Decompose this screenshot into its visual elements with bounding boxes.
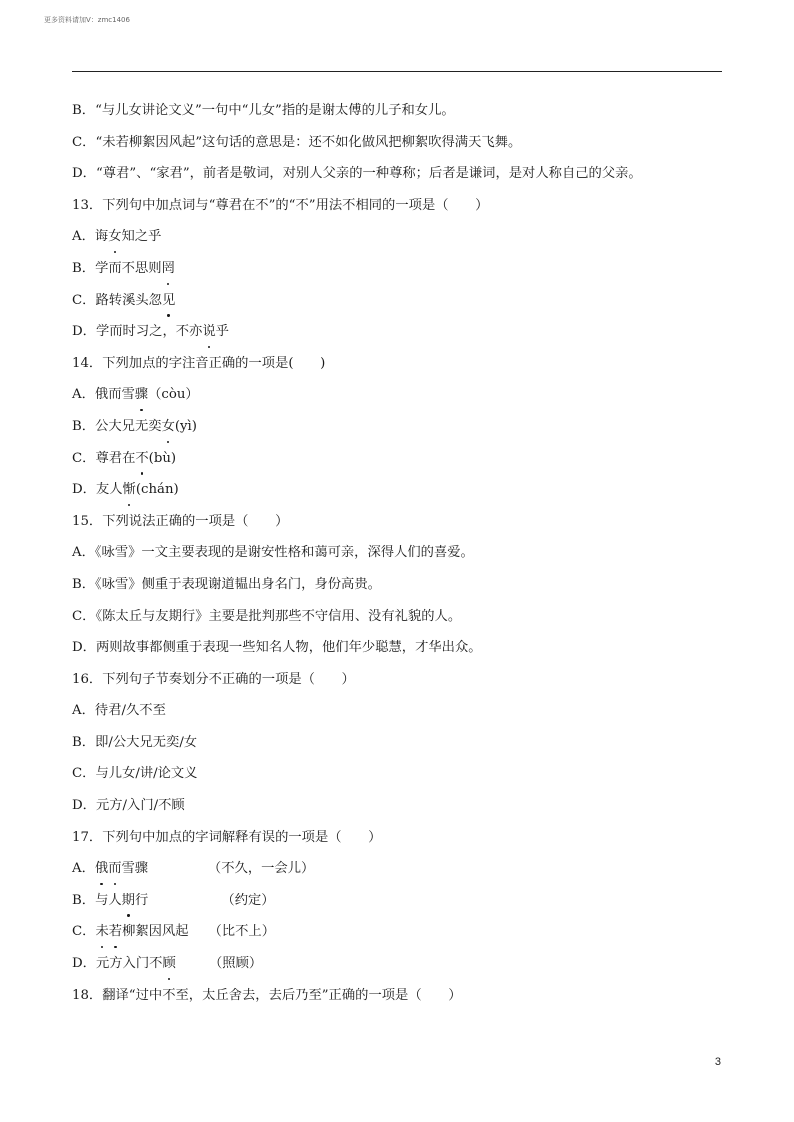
text-line (72, 540, 732, 572)
text-segment: 17．下列句中加点的字词解释有误的一项是（ ） (72, 829, 382, 845)
text-segment: C．路转溪头忽 (72, 292, 162, 308)
text-line (72, 161, 732, 193)
emphasized-character: 惭 (123, 477, 136, 503)
emphasized-character: 而 (108, 856, 121, 882)
text-line (72, 635, 732, 667)
emphasized-character: 顾 (162, 951, 175, 977)
text-segment: (chán) (135, 482, 179, 498)
text-line (72, 667, 732, 699)
text-line (72, 256, 732, 288)
text-line (72, 288, 732, 320)
text-segment: A．《咏雪》一文主要表现的是谢安性格和蔼可亲，深得人们的喜爱。 (72, 545, 474, 561)
text-segment: D．友人 (72, 482, 123, 498)
text-line (72, 446, 732, 478)
emphasized-character: 若 (109, 919, 122, 945)
text-segment: C．“未若柳絮因风起”这句话的意思是：还不如化做风把柳絮吹得满天飞舞。 (72, 134, 522, 150)
text-line (72, 919, 732, 951)
text-segment: D．两则故事都侧重于表现一些知名人物，他们年少聪慧，才华出众。 (72, 640, 482, 656)
page-number: 3 (714, 1056, 721, 1068)
text-line (72, 888, 732, 920)
emphasized-character: 骤 (135, 382, 148, 408)
text-segment: 18．翻译“过中不至，太丘舍去，去后乃至”正确的一项是（ ） (72, 987, 462, 1003)
text-segment: B．《咏雪》侧重于表现谢道韫出身名门，身份高贵。 (72, 576, 381, 592)
text-segment: B．公大兄无奕 (72, 418, 162, 434)
emphasized-character: 未 (95, 919, 108, 945)
text-line (72, 572, 732, 604)
text-segment: A．俄而雪 (72, 387, 135, 403)
text-segment: D．元方入门不 (72, 956, 163, 972)
text-line (72, 983, 732, 1015)
text-segment: 行 （约定） (134, 892, 275, 908)
text-segment: C．尊君在 (72, 450, 136, 466)
text-segment: A． (72, 861, 95, 877)
text-line (72, 193, 732, 225)
text-segment: D．学而时习之，不亦 (72, 324, 203, 340)
text-segment: （照顾） (175, 956, 263, 972)
text-line (72, 98, 732, 130)
text-segment: B．“与儿女讲论文义”一句中“儿女”指的是谢太傅的儿子和女儿。 (72, 103, 455, 118)
emphasized-character: 女 (108, 224, 121, 250)
text-line (72, 414, 732, 446)
text-line (72, 604, 732, 636)
emphasized-character: 说 (202, 319, 215, 345)
emphasized-character: 罔 (162, 256, 175, 282)
text-segment: （còu） (148, 387, 199, 403)
emphasized-character: 期 (122, 888, 135, 914)
text-line (72, 825, 732, 857)
text-segment: 14．下列加点的字注音正确的一项是( ) (72, 355, 326, 371)
text-line (72, 382, 732, 414)
text-segment: D．“尊君”、“家君”，前者是敬词，对别人父亲的一种尊称；后者是谦词，是对人称自己的父亲。 (72, 166, 642, 182)
text-segment: 知之乎 (121, 229, 162, 245)
text-line (72, 951, 732, 983)
text-segment: 柳絮因风起 （比不上） (122, 924, 275, 940)
emphasized-character: 不 (135, 446, 148, 472)
text-line (72, 130, 732, 162)
text-line (72, 856, 732, 888)
text-segment: 16．下列句子节奏划分不正确的一项是（ ） (72, 671, 355, 687)
text-segment: (yì) (174, 418, 197, 434)
text-segment: 13．下列句中加点词与“尊君在不”的“不”用法不相同的一项是（ ） (72, 197, 489, 213)
text-line (72, 698, 732, 730)
emphasized-character: 见 (162, 288, 175, 314)
text-segment: 15．下列说法正确的一项是（ ） (72, 513, 289, 529)
text-line (72, 793, 732, 825)
text-segment: 乎 (215, 324, 229, 340)
text-segment: C． (72, 924, 96, 940)
text-segment: D．元方/入门/不顾 (72, 798, 185, 814)
text-line (72, 224, 732, 256)
header-rule (72, 71, 722, 72)
watermark-text: 更多资料请加V：zmc1406 (44, 16, 130, 24)
text-line (72, 351, 732, 383)
text-segment: B．与人 (72, 892, 122, 908)
text-segment: A．待君/久不至 (72, 703, 166, 719)
text-segment: B．学而不思则 (72, 260, 162, 276)
text-line (72, 509, 732, 541)
text-line (72, 761, 732, 793)
text-line (72, 477, 732, 509)
text-line (72, 319, 732, 351)
text-segment: 雪骤 （不久，一会儿） (121, 861, 315, 877)
text-line (72, 730, 732, 762)
emphasized-character: 俄 (95, 856, 108, 882)
emphasized-character: 女 (162, 414, 175, 440)
question-content (72, 98, 732, 1014)
text-segment: (bù) (148, 450, 177, 466)
text-segment: C．《陈太丘与友期行》主要是批判那些不守信用、没有礼貌的人。 (72, 608, 462, 624)
text-segment: B．即/公大兄无奕/女 (72, 734, 198, 750)
text-segment: C．与儿女/讲/论文义 (72, 766, 198, 782)
text-segment: A．诲 (72, 229, 109, 245)
